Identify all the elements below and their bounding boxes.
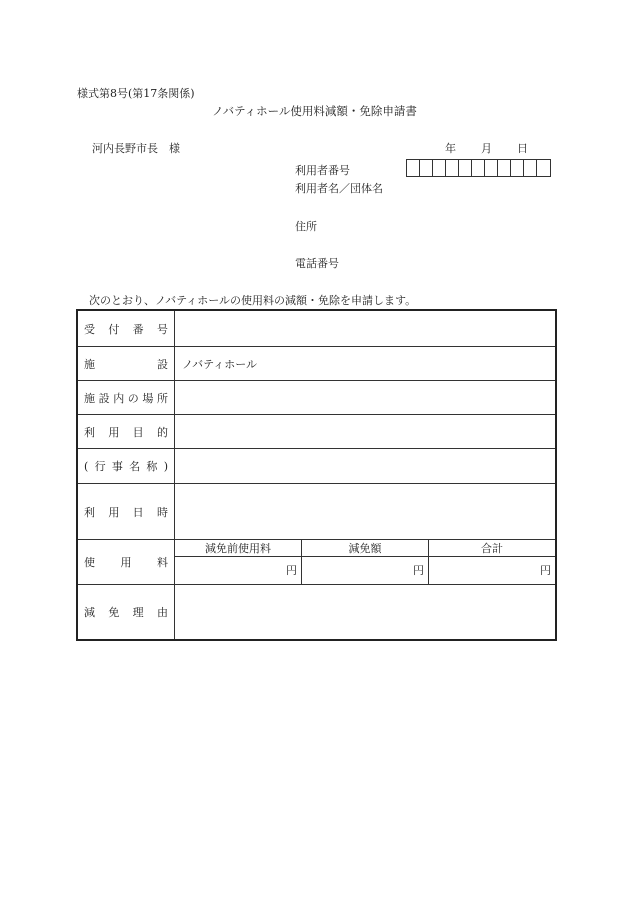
row-label: 利用目的 [84, 425, 168, 439]
fee-total-field[interactable] [429, 556, 555, 584]
row-facility [78, 346, 555, 380]
user-number-digit-box[interactable] [446, 160, 459, 176]
fee-before-field[interactable] [175, 556, 302, 584]
fee-grid [175, 540, 555, 584]
address-label: 住所 [295, 220, 317, 233]
row-fee [78, 539, 555, 584]
user-number-digit-box[interactable] [498, 160, 511, 176]
fee-header-reduction: 減免額 [302, 540, 429, 556]
user-name-label: 利用者名／団体名 [295, 182, 383, 195]
date-day-label: 日 [517, 142, 528, 155]
row-label: (行事名称) [84, 460, 168, 473]
row-label: 施設 [84, 357, 168, 371]
user-number-digit-box[interactable] [459, 160, 472, 176]
user-number-digit-box[interactable] [485, 160, 498, 176]
fee-header-total: 合計 [481, 542, 503, 555]
form-title: ノバティホール使用料減額・免除申請書 [212, 104, 417, 118]
yen-unit: 円 [540, 564, 551, 577]
row-label: 受付番号 [84, 322, 168, 336]
phone-label: 電話番号 [295, 257, 339, 270]
user-number-digit-box[interactable] [420, 160, 433, 176]
user-number-digit-box[interactable] [537, 160, 550, 176]
date-month-label: 月 [481, 142, 492, 155]
row-label: 減免理由 [84, 606, 168, 619]
user-number-digit-box[interactable] [472, 160, 485, 176]
user-number-digit-box[interactable] [511, 160, 524, 176]
addressee: 河内長野市長 様 [92, 142, 180, 155]
row-label: 施設内の場所 [84, 391, 168, 405]
row-usage-datetime [78, 483, 555, 539]
yen-unit: 円 [286, 564, 297, 577]
row-event-name [78, 448, 555, 483]
row-purpose [78, 414, 555, 448]
row-reception-number [78, 311, 555, 346]
intro-text: 次のとおり、ノバティホールの使用料の減額・免除を申請します。 [89, 294, 417, 307]
form-reference: 様式第8号(第17条関係) [77, 87, 195, 100]
row-reduction-reason [78, 584, 555, 639]
yen-unit: 円 [413, 564, 424, 577]
fee-header-before: 減免前使用料 [175, 540, 302, 556]
user-number-boxes[interactable] [406, 159, 551, 177]
user-number-digit-box[interactable] [524, 160, 537, 176]
row-location [78, 380, 555, 414]
user-number-label: 利用者番号 [295, 164, 350, 177]
user-number-digit-box[interactable] [407, 160, 420, 176]
application-table [76, 309, 557, 641]
row-label: 使用料 [84, 556, 168, 569]
row-label: 利用日時 [84, 505, 168, 519]
facility-value: ノバティホール [182, 357, 258, 371]
user-number-digit-box[interactable] [433, 160, 446, 176]
fee-reduction-field[interactable] [302, 556, 429, 584]
date-year-label: 年 [445, 142, 456, 155]
